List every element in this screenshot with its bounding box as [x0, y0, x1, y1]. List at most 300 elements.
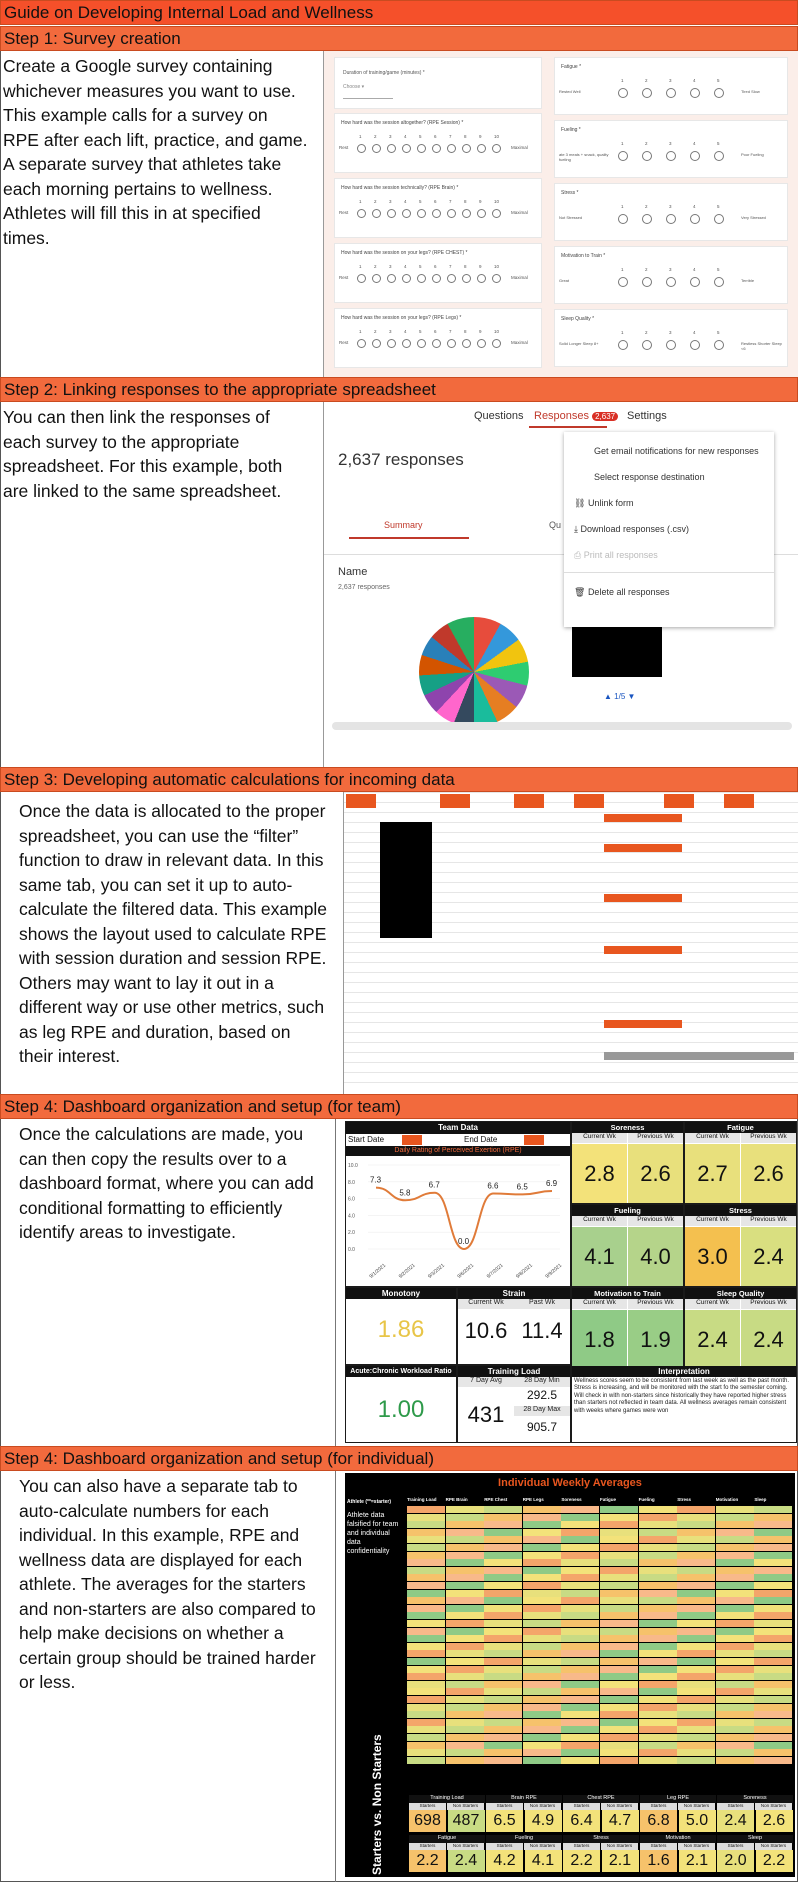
heatmap-cell	[716, 1681, 754, 1688]
wellness-right-label: Poor Fueling	[741, 152, 764, 157]
wellness-radio[interactable]	[714, 214, 724, 224]
heatmap-cell	[716, 1666, 754, 1673]
rpe-scale-number: 2	[374, 199, 377, 204]
current-wk-value: 2.7	[685, 1144, 740, 1203]
heatmap-cell	[754, 1666, 792, 1673]
wellness-tile	[685, 1288, 796, 1369]
rpe-scale-number: 3	[389, 264, 392, 269]
heatmap-cell	[639, 1719, 677, 1726]
wellness-scale-number: 1	[621, 78, 624, 83]
heatmap-cell	[561, 1552, 599, 1559]
step2-section	[0, 402, 798, 767]
question-tab[interactable]: Qu	[549, 520, 562, 530]
heatmap-cell	[600, 1567, 638, 1574]
heatmap-cell	[561, 1704, 599, 1711]
heatmap-cell	[754, 1719, 792, 1726]
heatmap-cell	[484, 1704, 522, 1711]
rpe-question-label: How hard was the session altogether? (RPE Session) *	[341, 120, 464, 126]
wellness-scale-number: 2	[645, 141, 648, 146]
heatmap-cell	[754, 1696, 792, 1703]
individual-column-header: Training Load	[407, 1497, 437, 1502]
rpe-radio[interactable]	[417, 339, 426, 348]
wellness-radio[interactable]	[690, 214, 700, 224]
wellness-tile	[685, 1205, 796, 1286]
heatmap-cell	[716, 1574, 754, 1581]
rpe-radio[interactable]	[387, 209, 396, 218]
rpe-radio[interactable]	[387, 274, 396, 283]
heatmap-cell	[677, 1567, 715, 1574]
monotony-value: 1.86	[377, 1316, 425, 1343]
survey-form-screenshot	[323, 51, 798, 377]
individual-column-header: Sleep	[754, 1497, 767, 1502]
rpe-radio[interactable]	[447, 274, 456, 283]
strain-current-value: 10.6	[464, 1318, 508, 1343]
heatmap-cell	[523, 1726, 561, 1733]
heatmap-cell	[677, 1605, 715, 1612]
heatmap-cell	[677, 1688, 715, 1695]
heatmap-cell	[639, 1658, 677, 1665]
wellness-radio[interactable]	[642, 151, 652, 161]
heatmap-cell	[561, 1559, 599, 1566]
heatmap-cell	[484, 1635, 522, 1642]
wellness-radio[interactable]	[714, 88, 724, 98]
previous-wk-value: 2.4	[741, 1227, 796, 1286]
heatmap-cell	[600, 1590, 638, 1597]
heatmap-cell	[639, 1620, 677, 1627]
wellness-left-label: Solid Longer Sleep 8+	[559, 341, 599, 346]
wellness-radio[interactable]	[714, 340, 724, 350]
heatmap-cell	[716, 1559, 754, 1566]
wellness-question-card	[554, 57, 788, 115]
heatmap-cell	[754, 1635, 792, 1642]
monotony-title: Monotony	[346, 1288, 456, 1299]
menu-delete-responses[interactable]: 🗑 Delete all responses	[574, 587, 670, 597]
wellness-radio[interactable]	[642, 340, 652, 350]
wellness-tile-title: Motivation to Train	[572, 1288, 683, 1299]
strain-past-label: Past Wk	[514, 1299, 570, 1309]
rpe-radio[interactable]	[402, 144, 411, 153]
rpe-question-label: How hard was the session technically? (RPE Brain) *	[341, 185, 459, 191]
wellness-radio[interactable]	[666, 277, 676, 287]
heatmap-cell	[754, 1620, 792, 1627]
rpe-radio[interactable]	[447, 209, 456, 218]
heatmap-cell	[484, 1514, 522, 1521]
wellness-question-label: Sleep Quality *	[561, 316, 595, 322]
heatmap-cell	[600, 1552, 638, 1559]
menu-email-notifications[interactable]: Get email notifications for new responses	[594, 446, 759, 456]
heatmap-cell	[446, 1567, 484, 1574]
step3-section	[0, 792, 798, 1094]
x-tick-label: 9/1/2021	[368, 1262, 388, 1280]
heatmap-cell	[446, 1696, 484, 1703]
heatmap-cell	[446, 1559, 484, 1566]
wellness-radio[interactable]	[690, 277, 700, 287]
wellness-right-label: Restless Shorter Sleep <6	[741, 341, 782, 351]
start-date-field[interactable]	[402, 1135, 422, 1145]
rpe-radio[interactable]	[492, 339, 501, 348]
rpe-left-label: Rest	[339, 210, 349, 215]
rpe-scale-number: 4	[404, 134, 407, 139]
wellness-radio[interactable]	[642, 214, 652, 224]
load-28max-value: 905.7	[526, 1420, 558, 1434]
wellness-radio[interactable]	[618, 151, 628, 161]
rpe-radio[interactable]	[432, 339, 441, 348]
heatmap-cell	[600, 1529, 638, 1536]
tab-settings[interactable]: Settings	[627, 410, 667, 422]
heatmap-cell	[754, 1628, 792, 1635]
compare-sub-label: Non Starters	[524, 1803, 561, 1810]
heatmap-cell	[677, 1726, 715, 1733]
heatmap-cell	[561, 1757, 599, 1764]
column-divider	[335, 1119, 336, 1446]
wellness-radio[interactable]	[666, 214, 676, 224]
rpe-radio[interactable]	[387, 144, 396, 153]
compare-value: 6.5	[486, 1810, 523, 1832]
heatmap-cell	[407, 1757, 445, 1764]
heatmap-cell	[754, 1711, 792, 1718]
wellness-scale-number: 1	[621, 141, 624, 146]
wellness-radio[interactable]	[666, 151, 676, 161]
sheet-gridline	[344, 982, 798, 983]
heatmap-cell	[639, 1514, 677, 1521]
heatmap-cell	[484, 1567, 522, 1574]
heatmap-cell	[716, 1597, 754, 1604]
heatmap-cell	[407, 1514, 445, 1521]
heatmap-cell	[484, 1552, 522, 1559]
individual-column-header: Fatigue	[600, 1497, 617, 1502]
heatmap-cell	[407, 1666, 445, 1673]
previous-wk-value: 4.0	[628, 1227, 683, 1286]
heatmap-cell	[523, 1628, 561, 1635]
rpe-radio[interactable]	[477, 339, 486, 348]
compare-group-title: Soreness	[717, 1795, 793, 1803]
heatmap-cell	[484, 1696, 522, 1703]
rpe-data-label: 6.6	[487, 1181, 499, 1191]
rpe-radio[interactable]	[477, 209, 486, 218]
wellness-question-card	[554, 183, 788, 241]
wellness-scale-number: 3	[669, 141, 672, 146]
heatmap-cell	[523, 1559, 561, 1566]
heatmap-cell	[446, 1536, 484, 1543]
menu-print-responses[interactable]: ⎙ Print all responses	[574, 550, 658, 560]
rpe-scale-number: 5	[419, 199, 422, 204]
sheet-section-header	[604, 946, 682, 954]
step1-section	[0, 51, 798, 377]
rpe-radio[interactable]	[372, 144, 381, 153]
sheet-gridline	[344, 1072, 798, 1073]
current-wk-label: Current Wk	[685, 1216, 740, 1226]
heatmap-cell	[754, 1757, 792, 1764]
rpe-radio[interactable]	[492, 209, 501, 218]
summary-underline	[349, 537, 469, 539]
heatmap-cell	[716, 1650, 754, 1657]
compare-value: 2.4	[717, 1810, 754, 1832]
wellness-radio[interactable]	[690, 88, 700, 98]
compare-group-title: Leg RPE	[640, 1795, 716, 1803]
wellness-radio[interactable]	[618, 277, 628, 287]
rpe-radio[interactable]	[357, 274, 366, 283]
rpe-scale-number: 9	[479, 329, 482, 334]
heatmap-cell	[446, 1757, 484, 1764]
rpe-radio[interactable]	[447, 339, 456, 348]
y-tick-label: 4.0	[348, 1213, 355, 1220]
compare-value: 4.7	[602, 1810, 639, 1832]
rpe-radio[interactable]	[462, 209, 471, 218]
heatmap-cell	[639, 1544, 677, 1551]
rpe-radio[interactable]	[357, 144, 366, 153]
heatmap-cell	[639, 1650, 677, 1657]
step2-body: You can then link the responses of each survey to the appropriate spreadsheet. For this example, both are linked to the same spreadsheet.	[3, 407, 283, 501]
rpe-radio[interactable]	[372, 274, 381, 283]
heatmap-cell	[523, 1552, 561, 1559]
horizontal-scrollbar[interactable]	[332, 722, 792, 730]
heatmap-cell	[561, 1582, 599, 1589]
wellness-radio[interactable]	[666, 340, 676, 350]
heatmap-cell	[639, 1628, 677, 1635]
x-tick-label: 9/3/2021	[427, 1262, 446, 1280]
heatmap-cell	[561, 1628, 599, 1635]
rpe-radio[interactable]	[432, 274, 441, 283]
sheet-gridline	[344, 812, 798, 813]
previous-wk-value: 2.6	[741, 1144, 796, 1203]
heatmap-cell	[407, 1605, 445, 1612]
rpe-scale-number: 3	[389, 199, 392, 204]
rpe-radio[interactable]	[417, 274, 426, 283]
heatmap-cell	[561, 1681, 599, 1688]
rpe-scale-number: 6	[434, 134, 437, 139]
rpe-radio[interactable]	[372, 209, 381, 218]
rpe-radio[interactable]	[402, 339, 411, 348]
wellness-radio[interactable]	[642, 277, 652, 287]
heatmap-cell	[677, 1529, 715, 1536]
heatmap-cell	[446, 1521, 484, 1528]
wellness-radio[interactable]	[690, 151, 700, 161]
heatmap-cell	[716, 1704, 754, 1711]
end-date-label: End Date	[464, 1135, 498, 1144]
rpe-radio[interactable]	[492, 274, 501, 283]
heatmap-cell	[600, 1711, 638, 1718]
heatmap-cell	[600, 1650, 638, 1657]
duration-select[interactable]: Choose ▾	[343, 84, 393, 99]
rpe-chart-title: Daily Rating of Perceived Exertion (RPE)	[346, 1146, 570, 1156]
wellness-scale-number: 2	[645, 267, 648, 272]
heatmap-cell	[677, 1742, 715, 1749]
tab-responses[interactable]: Responses 2,637	[534, 410, 618, 422]
x-tick-label: 9/2/2021	[397, 1262, 417, 1280]
wellness-scale-number: 2	[645, 78, 648, 83]
rpe-radio[interactable]	[432, 144, 441, 153]
wellness-tile	[572, 1288, 683, 1369]
rpe-radio[interactable]	[477, 274, 486, 283]
wellness-tile	[572, 1205, 683, 1286]
team-dashboard	[345, 1121, 797, 1443]
wellness-tile-title: Soreness	[572, 1122, 683, 1133]
heatmap-cell	[600, 1704, 638, 1711]
compare-sub-label: Starters	[409, 1803, 446, 1810]
wellness-radio[interactable]	[714, 151, 724, 161]
tab-questions[interactable]: Questions	[474, 410, 524, 422]
heatmap-cell	[561, 1696, 599, 1703]
individual-dashboard	[345, 1473, 795, 1877]
unlink-icon: ⛓	[574, 498, 588, 508]
heatmap-cell	[600, 1514, 638, 1521]
compare-group-title: Chest RPE	[563, 1795, 639, 1803]
step2-heading: Step 2: Linking responses to the appropriate spreadsheet	[0, 377, 798, 402]
heatmap-cell	[523, 1536, 561, 1543]
summary-tab[interactable]: Summary	[384, 520, 423, 530]
wellness-scale-number: 4	[693, 141, 696, 146]
heatmap-cell	[600, 1628, 638, 1635]
rpe-radio[interactable]	[402, 274, 411, 283]
rpe-radio[interactable]	[417, 209, 426, 218]
compare-value: 698	[409, 1810, 446, 1832]
rpe-left-label: Rest	[339, 275, 349, 280]
wellness-radio[interactable]	[714, 277, 724, 287]
rpe-radio[interactable]	[432, 209, 441, 218]
strain-tile	[458, 1288, 570, 1364]
compare-value: 2.1	[679, 1850, 716, 1872]
heatmap-cell	[677, 1696, 715, 1703]
compare-sub-label: Non Starters	[678, 1803, 715, 1810]
end-date-field[interactable]	[524, 1135, 544, 1145]
rpe-radio[interactable]	[492, 144, 501, 153]
heatmap-cell	[446, 1628, 484, 1635]
heatmap-cell	[677, 1757, 715, 1764]
step3-body: Once the data is allocated to the proper spreadsheet, you can use the “filter” function to draw in relevant data. In this same tab, you can set it up to auto-calculate the filtered data. This example shows the layout used to calculate RPE with session duration and session RPE. Others may want to lay it out in a different way or use other metrics, such as leg RPE and duration, based on their interest.	[19, 801, 328, 1066]
rpe-question-card	[334, 113, 542, 173]
rpe-question-label: How hard was the session on your legs? (RPE CHEST) *	[341, 250, 468, 256]
wellness-radio[interactable]	[618, 214, 628, 224]
rpe-radio[interactable]	[477, 144, 486, 153]
rpe-radio[interactable]	[372, 339, 381, 348]
heatmap-cell	[754, 1726, 792, 1733]
heatmap-cell	[484, 1749, 522, 1756]
wellness-scale-number: 5	[717, 330, 720, 335]
rpe-question-label: How hard was the session on your legs? (RPE Legs) *	[341, 315, 462, 321]
rpe-radio[interactable]	[357, 339, 366, 348]
x-tick-label: 9/7/2021	[485, 1262, 505, 1280]
step3-heading: Step 3: Developing automatic calculations for incoming data	[0, 767, 798, 792]
compare-sub-label: Non Starters	[601, 1843, 638, 1850]
rpe-radio[interactable]	[402, 209, 411, 218]
heatmap-cell	[716, 1658, 754, 1665]
wellness-radio[interactable]	[690, 340, 700, 350]
wellness-radio[interactable]	[642, 88, 652, 98]
compare-group-title: Motivation	[640, 1835, 716, 1843]
heatmap-cell	[639, 1681, 677, 1688]
compare-group-title: Brain RPE	[486, 1795, 562, 1803]
previous-wk-value: 2.4	[741, 1310, 796, 1369]
sheet-header-cell	[514, 794, 544, 808]
rpe-radio[interactable]	[447, 144, 456, 153]
heatmap-cell	[716, 1536, 754, 1543]
heatmap-cell	[600, 1673, 638, 1680]
rpe-radio[interactable]	[462, 274, 471, 283]
heatmap-cell	[561, 1673, 599, 1680]
compare-value: 2.0	[717, 1850, 754, 1872]
wellness-scale-number: 1	[621, 267, 624, 272]
rpe-radio[interactable]	[462, 339, 471, 348]
heatmap-cell	[523, 1506, 561, 1513]
step4-individual-heading: Step 4: Dashboard organization and setup (for individual)	[0, 1446, 798, 1471]
heatmap-cell	[600, 1643, 638, 1650]
heatmap-cell	[484, 1650, 522, 1657]
heatmap-cell	[716, 1757, 754, 1764]
heatmap-cell	[446, 1605, 484, 1612]
heatmap-cell	[754, 1514, 792, 1521]
heatmap-cell	[639, 1567, 677, 1574]
menu-unlink-form[interactable]: ⛓ Unlink form	[574, 498, 634, 508]
rpe-data-label: 6.7	[428, 1180, 440, 1190]
heatmap-cell	[561, 1567, 599, 1574]
wellness-radio[interactable]	[618, 88, 628, 98]
heatmap-cell	[677, 1620, 715, 1627]
heatmap-cell	[600, 1620, 638, 1627]
heatmap-cell	[677, 1650, 715, 1657]
step4-team-body: Once the calculations are made, you can then copy the results over to a dashboard format, where you can add conditional formatting to efficiently identify areas to investigate.	[19, 1124, 314, 1242]
heatmap-cell	[639, 1666, 677, 1673]
heatmap-cell	[523, 1635, 561, 1642]
wellness-radio[interactable]	[666, 88, 676, 98]
menu-download-csv[interactable]: ⤓ Download responses (.csv)	[574, 524, 690, 534]
rpe-scale-number: 3	[389, 134, 392, 139]
heatmap-cell	[561, 1514, 599, 1521]
rpe-scale-number: 1	[359, 134, 362, 139]
heatmap-cell	[484, 1711, 522, 1718]
previous-wk-value: 2.6	[628, 1144, 683, 1203]
rpe-radio[interactable]	[462, 144, 471, 153]
wellness-tile-title: Fatigue	[685, 1122, 796, 1133]
wellness-radio[interactable]	[618, 340, 628, 350]
heatmap-cell	[523, 1590, 561, 1597]
heatmap-cell	[754, 1559, 792, 1566]
heatmap-cell	[716, 1742, 754, 1749]
y-tick-label: 0.0	[348, 1247, 355, 1253]
pager[interactable]: ▲ 1/5 ▼	[604, 692, 636, 701]
rpe-radio[interactable]	[387, 339, 396, 348]
heatmap-cell	[600, 1536, 638, 1543]
heatmap-cell	[754, 1582, 792, 1589]
compare-value: 2.4	[448, 1850, 485, 1872]
heatmap-cell	[754, 1597, 792, 1604]
heatmap-cell	[523, 1658, 561, 1665]
sheet-section-header	[604, 844, 682, 852]
acwr-tile	[346, 1366, 456, 1442]
wellness-question-label: Stress *	[561, 190, 579, 196]
sheet-gridline	[344, 1002, 798, 1003]
rpe-scale-number: 9	[479, 134, 482, 139]
heatmap-cell	[407, 1643, 445, 1650]
heatmap-cell	[677, 1681, 715, 1688]
compare-sub-label: Starters	[486, 1843, 523, 1850]
individual-column-header: Stress	[677, 1497, 691, 1502]
rpe-radio[interactable]	[417, 144, 426, 153]
heatmap-cell	[523, 1574, 561, 1581]
heatmap-cell	[639, 1734, 677, 1741]
menu-select-destination[interactable]: Select response destination	[594, 472, 705, 482]
compare-sub-label: Starters	[717, 1843, 754, 1850]
compare-value: 487	[448, 1810, 485, 1832]
heatmap-cell	[561, 1605, 599, 1612]
sheet-gridline	[344, 1062, 798, 1063]
heatmap-cell	[484, 1643, 522, 1650]
rpe-radio[interactable]	[357, 209, 366, 218]
heatmap-cell	[407, 1521, 445, 1528]
heatmap-cell	[600, 1666, 638, 1673]
heatmap-cell	[639, 1521, 677, 1528]
column-divider-2	[335, 1471, 336, 1882]
heatmap-cell	[677, 1658, 715, 1665]
